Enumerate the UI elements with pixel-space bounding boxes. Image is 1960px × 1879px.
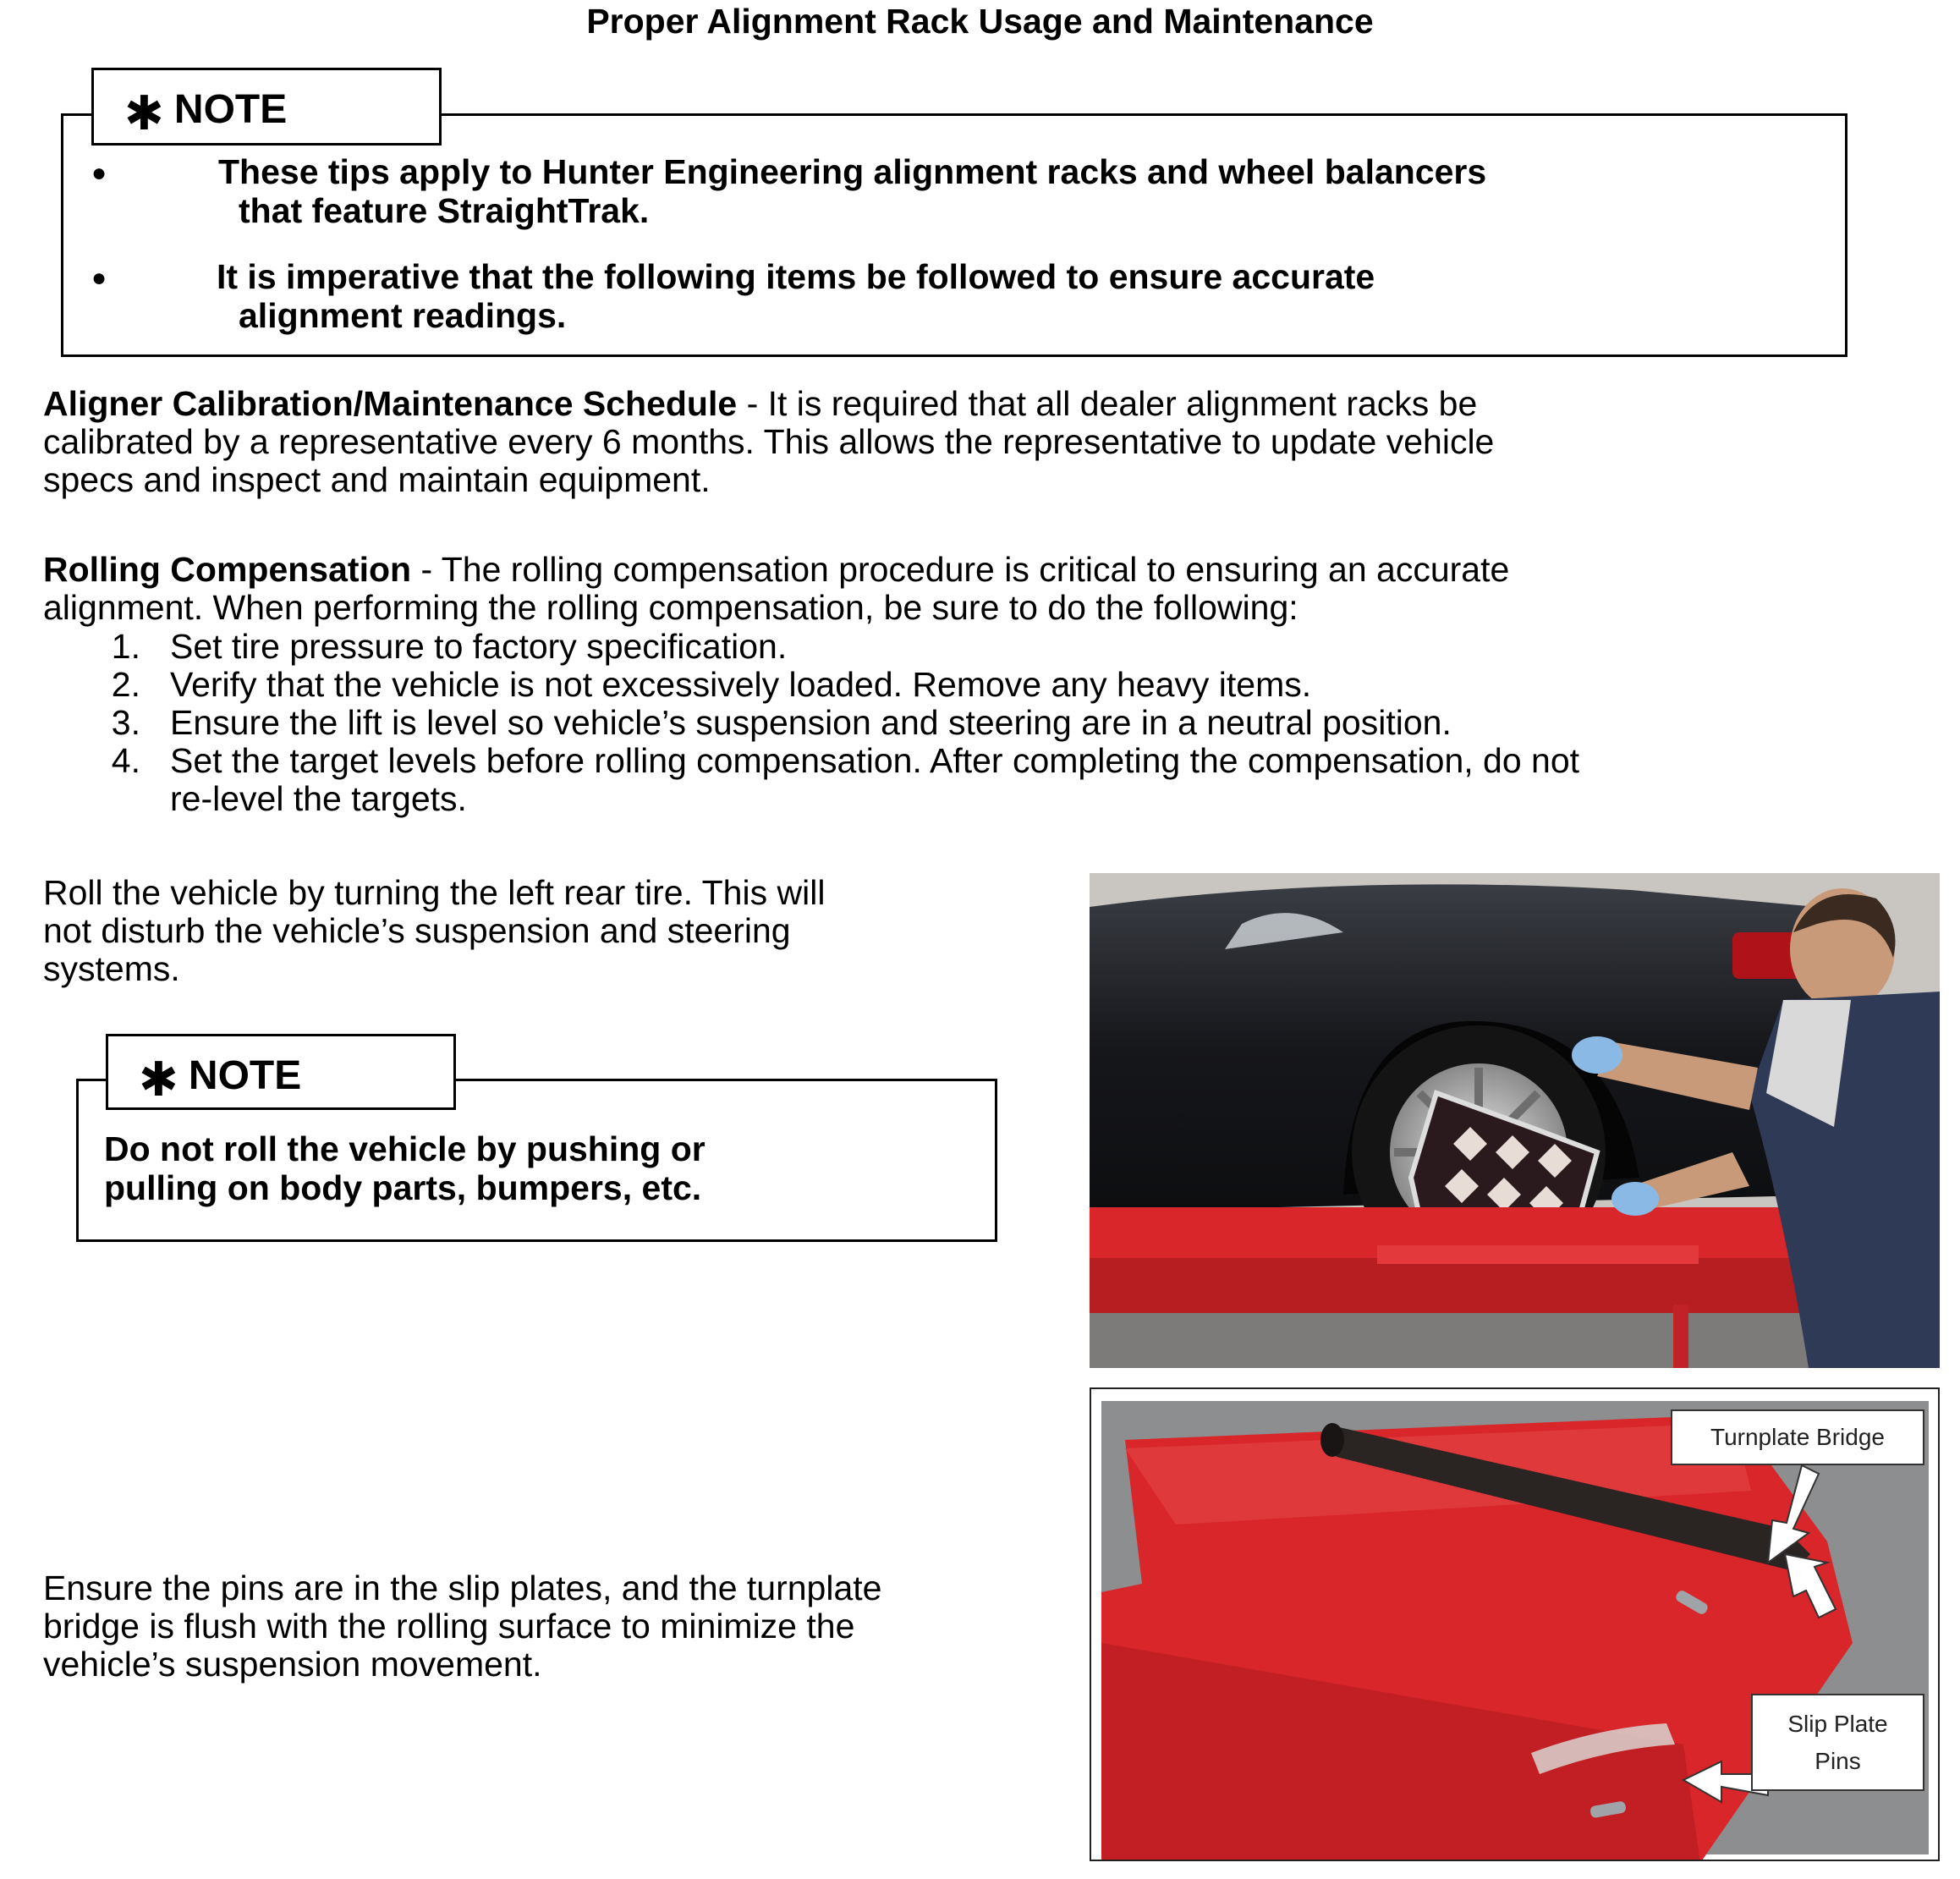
rolling-paragraph: Rolling Compensation - The rolling compensation procedure is critical to ensuring an accurate alignment. When performing the rolling compensation, be sure to do the following: <box>43 550 1510 627</box>
calibration-paragraph: Aligner Calibration/Maintenance Schedule - It is required that all dealer alignment racks be calibrated by a representative every 6 months. This allows the representative to update vehicle specs and inspect and maintain equipment. <box>43 384 1495 499</box>
callout-turnplate-bridge: Turnplate Bridge <box>1671 1409 1924 1465</box>
note-label: NOTE <box>173 87 288 132</box>
roll-vehicle-paragraph: Roll the vehicle by turning the left rear tire. This will not disturb the vehicle’s suspension and steering systems. <box>43 873 826 988</box>
technician-target-photo <box>1090 873 1940 1368</box>
star-icon: ✱ <box>139 1052 178 1106</box>
pins-paragraph: Ensure the pins are in the slip plates, and the turnplate bridge is flush with the rolling surface to minimize the vehicle’s suspension movement. <box>43 1569 882 1684</box>
calibration-heading: Aligner Calibration/Maintenance Schedule <box>43 384 738 423</box>
note-tab-rolling <box>106 1034 456 1110</box>
rolling-heading: Rolling Compensation <box>43 550 412 589</box>
note-tab-tips <box>91 68 442 146</box>
turnplate-photo <box>1090 1387 1940 1861</box>
star-icon: ✱ <box>124 86 164 140</box>
callout-slip-plate-pins: Slip Plate Pins <box>1751 1694 1924 1791</box>
note-bullet-2: It is imperative that the following items be followed to ensure accurate alignment readings. <box>217 257 1375 335</box>
bullet-icon: ● <box>91 264 107 292</box>
note-bullet-1: These tips apply to Hunter Engineering alignment racks and wheel balancers that feature StraightTrak. <box>218 152 1487 230</box>
bullet-icon: ● <box>91 159 107 187</box>
note-warning-text: Do not roll the vehicle by pushing or pulling on body parts, bumpers, etc. <box>104 1129 705 1207</box>
page-title: Proper Alignment Rack Usage and Maintenance <box>586 2 1374 41</box>
note-label: NOTE <box>188 1053 302 1098</box>
